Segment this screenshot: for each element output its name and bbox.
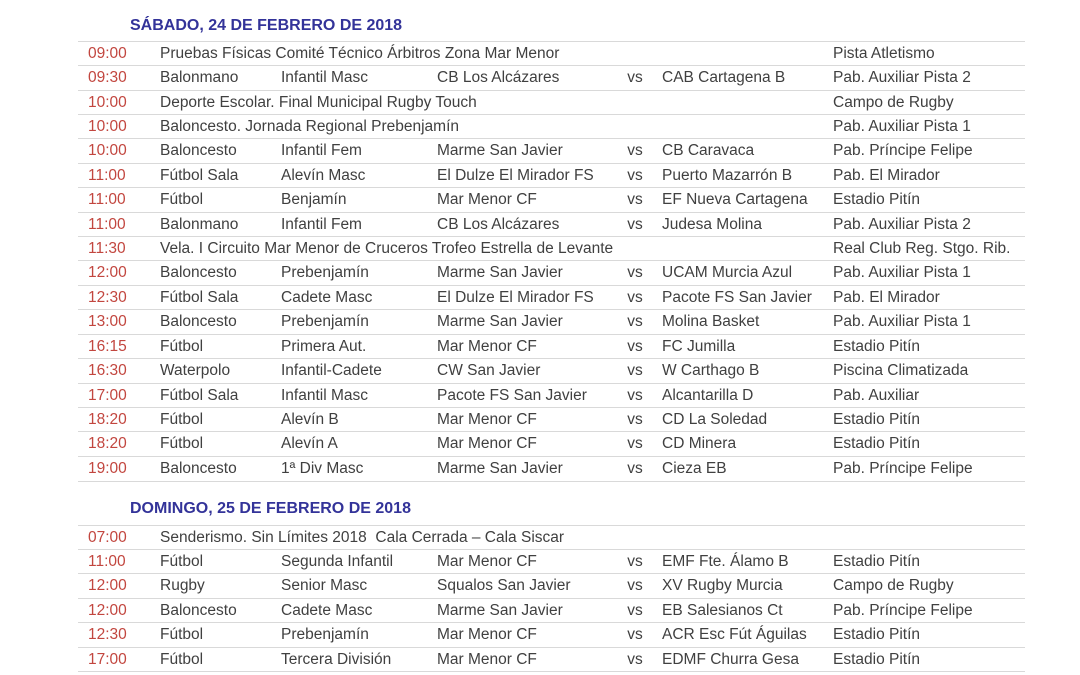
schedule-row xyxy=(78,163,1025,188)
vs-label: vs xyxy=(627,650,643,668)
category-name: Primera Aut. xyxy=(281,337,367,355)
category-name: Prebenjamín xyxy=(281,264,369,282)
schedule-row xyxy=(78,358,1025,383)
vs-label: vs xyxy=(627,411,643,428)
sport-name: Baloncesto xyxy=(160,459,237,477)
schedule-row xyxy=(78,212,1025,237)
schedule-table xyxy=(78,0,1025,675)
venue-name: Estadio Pitín xyxy=(833,650,921,668)
schedule-row xyxy=(78,285,1025,310)
event-time: 12:00 xyxy=(88,601,127,619)
sport-name: Baloncesto xyxy=(160,142,237,160)
venue-name: Estadio Pitín xyxy=(833,626,921,644)
venue-name: Campo de Rugby xyxy=(833,577,954,595)
schedule-row xyxy=(78,671,1025,675)
sport-name: Balonmano xyxy=(160,215,239,233)
venue-name: Estadio Pitín xyxy=(833,191,921,209)
category-name: Cadete Masc xyxy=(281,601,373,619)
away-team: CD La Soledad xyxy=(662,411,768,428)
event-time: 19:00 xyxy=(88,459,127,477)
venue-name: Pab. Príncipe Felipe xyxy=(833,142,973,160)
away-team: ACR Esc Fút Águilas xyxy=(662,626,807,644)
schedule-row xyxy=(78,236,1025,261)
category-name: Alevín Masc xyxy=(281,166,366,184)
event-venue: Pab. Auxiliar Pista 1 xyxy=(833,117,971,135)
away-team: Molina Basket xyxy=(662,313,760,331)
venue-name: Estadio Pitín xyxy=(833,552,921,570)
away-team: CD Minera xyxy=(662,435,737,453)
event-time: 12:30 xyxy=(88,626,127,644)
venue-name: Pab. Auxiliar Pista 1 xyxy=(833,313,971,331)
schedule-row xyxy=(78,90,1025,115)
sport-name: Fútbol xyxy=(160,650,204,668)
vs-label: vs xyxy=(627,313,643,331)
home-team: Mar Menor CF xyxy=(437,337,537,355)
home-team: Pacote FS San Javier xyxy=(437,386,587,404)
schedule-row xyxy=(78,114,1025,139)
event-time: 17:00 xyxy=(88,386,127,404)
category-name: Tercera División xyxy=(281,650,392,668)
event-time: 09:00 xyxy=(88,44,127,62)
category-name: Prebenjamín xyxy=(281,313,369,331)
event-time: 16:15 xyxy=(88,337,127,355)
vs-label: vs xyxy=(627,362,643,380)
sport-name: Fútbol xyxy=(160,552,204,570)
sport-name: Balonmano xyxy=(160,69,239,87)
home-team: Mar Menor CF xyxy=(437,411,537,428)
event-time: 16:30 xyxy=(88,362,127,380)
sport-name: Rugby xyxy=(160,577,205,595)
event-description: Deporte Escolar. Final Municipal Rugby Touch xyxy=(160,93,477,111)
event-description: Vela. I Circuito Mar Menor de Cruceros Trofeo Estrella de Levante xyxy=(160,240,614,258)
schedule-row xyxy=(78,309,1025,334)
schedule-row xyxy=(78,334,1025,359)
category-name: Infantil Masc xyxy=(281,69,369,87)
schedule-row xyxy=(78,622,1025,647)
venue-name: Pab. Príncipe Felipe xyxy=(833,601,973,619)
schedule-row xyxy=(78,383,1025,408)
event-venue: Campo de Rugby xyxy=(833,93,954,111)
away-team: Pacote FS San Javier xyxy=(662,288,812,306)
vs-label: vs xyxy=(627,288,643,306)
home-team: Squalos San Javier xyxy=(437,577,571,595)
event-time: 11:30 xyxy=(88,240,126,258)
away-team: EB Salesianos Ct xyxy=(662,601,783,619)
home-team: Marme San Javier xyxy=(437,264,563,282)
sport-name: Fútbol Sala xyxy=(160,386,239,404)
vs-label: vs xyxy=(627,215,643,233)
venue-name: Pab. Auxiliar Pista 2 xyxy=(833,215,971,233)
vs-label: vs xyxy=(627,337,643,355)
home-team: Marme San Javier xyxy=(437,142,563,160)
schedule-row xyxy=(78,260,1025,285)
event-description: Senderismo. Sin Límites 2018 Cala Cerrada – Cala Siscar xyxy=(160,528,565,546)
vs-label: vs xyxy=(627,552,643,570)
vs-label: vs xyxy=(627,601,643,619)
section-date-title: SÁBADO, 24 DE FEBRERO DE 2018 xyxy=(130,17,403,34)
schedule-row xyxy=(78,456,1025,482)
event-time: 13:00 xyxy=(88,313,127,331)
schedule-row xyxy=(78,431,1025,456)
section-date-title: DOMINGO, 25 DE FEBRERO DE 2018 xyxy=(130,500,411,517)
event-time: 12:00 xyxy=(88,264,127,282)
event-time: 11:00 xyxy=(88,166,126,184)
venue-name: Pab. Auxiliar Pista 1 xyxy=(833,264,971,282)
sport-name: Waterpolo xyxy=(160,362,231,380)
category-name: Segunda Infantil xyxy=(281,552,394,570)
category-name: Alevín A xyxy=(281,435,338,453)
vs-label: vs xyxy=(627,386,643,404)
category-name: Alevín B xyxy=(281,411,339,428)
sport-name: Fútbol xyxy=(160,191,204,209)
venue-name: Pab. El Mirador xyxy=(833,288,940,306)
sport-name: Fútbol Sala xyxy=(160,166,239,184)
category-name: Prebenjamín xyxy=(281,626,369,644)
category-name: Infantil Masc xyxy=(281,386,369,404)
away-team: EF Nueva Cartagena xyxy=(662,191,808,209)
event-time: 07:00 xyxy=(88,528,127,546)
vs-label: vs xyxy=(627,626,643,644)
venue-name: Pab. Príncipe Felipe xyxy=(833,459,973,477)
event-time: 10:00 xyxy=(88,142,127,160)
event-time: 18:20 xyxy=(88,435,127,453)
vs-label: vs xyxy=(627,577,643,595)
home-team: Marme San Javier xyxy=(437,601,563,619)
home-team: El Dulze El Mirador FS xyxy=(437,166,594,184)
away-team: Judesa Molina xyxy=(662,215,762,233)
vs-label: vs xyxy=(627,166,643,184)
event-venue: Real Club Reg. Stgo. Rib. xyxy=(833,240,1011,258)
schedule-row xyxy=(78,525,1025,550)
event-time: 11:00 xyxy=(88,552,126,570)
away-team: FC Jumilla xyxy=(662,337,736,355)
away-team: Puerto Mazarrón B xyxy=(662,166,793,184)
category-name: 1ª Div Masc xyxy=(281,459,364,477)
away-team: EMF Fte. Álamo B xyxy=(662,552,789,570)
event-time: 10:00 xyxy=(88,93,127,111)
vs-label: vs xyxy=(627,435,643,453)
home-team: CB Los Alcázares xyxy=(437,69,560,87)
sport-name: Fútbol xyxy=(160,337,204,355)
schedule-row xyxy=(78,549,1025,574)
event-time: 12:30 xyxy=(88,288,127,306)
event-time: 17:00 xyxy=(88,650,127,668)
schedule-row xyxy=(78,187,1025,212)
vs-label: vs xyxy=(627,69,643,87)
schedule-row xyxy=(78,138,1025,163)
schedule-row xyxy=(78,407,1025,432)
away-team: UCAM Murcia Azul xyxy=(662,264,793,282)
sport-name: Fútbol xyxy=(160,435,204,453)
away-team: EDMF Churra Gesa xyxy=(662,650,799,668)
schedule-row xyxy=(78,647,1025,672)
away-team: Cieza EB xyxy=(662,459,727,477)
category-name: Infantil Fem xyxy=(281,142,362,160)
event-time: 11:00 xyxy=(88,215,126,233)
schedule-row xyxy=(78,65,1025,90)
venue-name: Estadio Pitín xyxy=(833,411,921,428)
event-time: 18:20 xyxy=(88,411,127,428)
vs-label: vs xyxy=(627,191,643,209)
event-description: Pruebas Físicas Comité Técnico Árbitros Zona Mar Menor xyxy=(160,44,560,62)
sport-name: Fútbol xyxy=(160,411,204,428)
vs-label: vs xyxy=(627,142,643,160)
sport-name: Baloncesto xyxy=(160,313,237,331)
venue-name: Pab. El Mirador xyxy=(833,166,940,184)
away-team: CB Caravaca xyxy=(662,142,755,160)
home-team: Mar Menor CF xyxy=(437,191,537,209)
event-time: 10:00 xyxy=(88,117,127,135)
home-team: CB Los Alcázares xyxy=(437,215,560,233)
vs-label: vs xyxy=(627,459,643,477)
home-team: CW San Javier xyxy=(437,362,541,380)
vs-label: vs xyxy=(627,264,643,282)
away-team: W Carthago B xyxy=(662,362,760,380)
schedule-row xyxy=(78,598,1025,623)
home-team: Mar Menor CF xyxy=(437,435,537,453)
venue-name: Estadio Pitín xyxy=(833,337,921,355)
venue-name: Piscina Climatizada xyxy=(833,362,969,380)
event-time: 12:00 xyxy=(88,577,127,595)
category-name: Cadete Masc xyxy=(281,288,373,306)
sport-name: Baloncesto xyxy=(160,264,237,282)
venue-name: Estadio Pitín xyxy=(833,435,921,453)
sport-name: Fútbol xyxy=(160,626,204,644)
category-name: Infantil-Cadete xyxy=(281,362,382,380)
event-time: 11:00 xyxy=(88,191,126,209)
sport-name: Fútbol Sala xyxy=(160,288,239,306)
schedule-row xyxy=(78,41,1025,66)
home-team: Mar Menor CF xyxy=(437,626,537,644)
event-description: Baloncesto. Jornada Regional Prebenjamín xyxy=(160,117,459,135)
home-team: Marme San Javier xyxy=(437,313,563,331)
home-team: El Dulze El Mirador FS xyxy=(437,288,594,306)
away-team: CAB Cartagena B xyxy=(662,69,786,87)
category-name: Benjamín xyxy=(281,191,347,209)
home-team: Mar Menor CF xyxy=(437,552,537,570)
category-name: Senior Masc xyxy=(281,577,368,595)
schedule-row xyxy=(78,573,1025,598)
home-team: Marme San Javier xyxy=(437,459,563,477)
event-time: 09:30 xyxy=(88,69,127,87)
category-name: Infantil Fem xyxy=(281,215,362,233)
event-venue: Pista Atletismo xyxy=(833,44,935,62)
away-team: Alcantarilla D xyxy=(662,386,754,404)
home-team: Mar Menor CF xyxy=(437,650,537,668)
venue-name: Pab. Auxiliar xyxy=(833,386,920,404)
away-team: XV Rugby Murcia xyxy=(662,577,783,595)
sport-name: Baloncesto xyxy=(160,601,237,619)
venue-name: Pab. Auxiliar Pista 2 xyxy=(833,69,971,87)
